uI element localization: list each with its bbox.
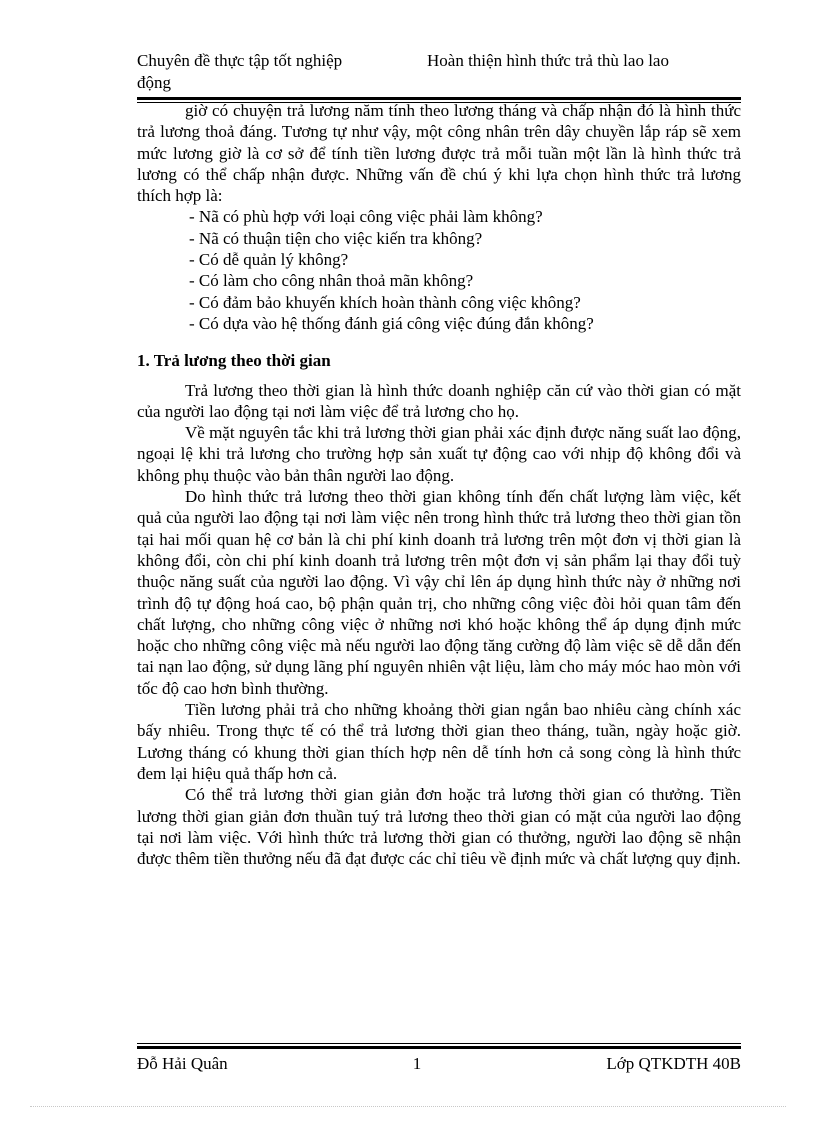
- header-left: Chuyên đề thực tập tốt nghiệp: [137, 51, 343, 70]
- paragraph: Do hình thức trả lương theo thời gian không tính đến chất lượng làm việc, kết quả của người lao động tại nơi làm việc nên trong hình thức trả lương theo thời gian tồn tại hai mối quan hệ cơ bản là chi phí kinh doanh trả lương trên một đơn vị thời gian là không đổi, còn chi phí kinh doanh trả lương trên một đơn vị sản phẩm lại thay đổi tuỳ thuộc năng suất của người lao động. Vì vậy chỉ lên áp dụng hình thức này ở những nơi trình độ tự động hoá cao, bộ phận quản trị, cho những công việc đòi hỏi quan tâm đến chất lượng, cho những công việc ở những nơi khó hoặc không thể áp dụng định mức hoặc cho những công việc mà nếu người lao động tăng cường độ làm việc sẽ dễ dẫn đến tai nạn lao động, sử dụng lãng phí nguyên nhiên vật liệu, làm cho máy móc hao mòn với tốc độ cao hơn bình thường.: [137, 487, 741, 698]
- footer-class: Lớp QTKDTH 40B: [606, 1054, 741, 1073]
- page-footer: [137, 1054, 741, 1074]
- paragraph: Có thể trả lương thời gian giản đơn hoặc trả lương thời gian có thưởng. Tiền lương thời gian giản đơn thuần tuý trả lương theo thời gian có mặt của người lao động tại nơi làm việc. Với hình thức trả lương thời gian có thưởng, người lao động sẽ nhận được thêm tiền thưởng nếu đã đạt được các chỉ tiêu về định mức và chất lượng quy định.: [137, 785, 741, 869]
- footer-author: Đỗ Hải Quân: [137, 1054, 228, 1073]
- document-body: [137, 100, 741, 869]
- bullet-item: - Có đảm bảo khuyến khích hoàn thành công việc không?: [189, 292, 581, 312]
- page-number: 1: [412, 1054, 422, 1073]
- bullet-item: - Nã có phù hợp với loại công việc phải làm không?: [189, 207, 543, 227]
- header-right: Hoàn thiện hình thức trả thù lao lao: [427, 51, 669, 70]
- bullet-item: - Có dựa vào hệ thống đánh giá công việc đúng đắn không?: [189, 313, 594, 333]
- section-title: 1. Trả lương theo thời gian: [137, 351, 331, 371]
- header-wrap: động: [137, 73, 171, 92]
- paragraph: Tiền lương phải trả cho những khoảng thời gian ngắn bao nhiêu càng chính xác bấy nhiêu. Trong thực tế có thể trả lương thời gian theo tháng, tuần, ngày hoặc giờ. Lương tháng có khung thời gian thích hợp nên dễ tính hơn cả song còng là hình thức đem lại hiệu quả thấp hơn cả.: [137, 700, 741, 783]
- page-header: [137, 50, 741, 94]
- intro-paragraph: giờ có chuyện trả lương năm tính theo lương tháng và chấp nhận đó là hình thức trả lương thoả đáng. Tương tự như vậy, một công nhân trên dây chuyền lắp ráp sẽ xem mức lương giờ là cơ sở để tính tiền lương được trả mỗi tuần một lần là hình thức trả lương có thể chấp nhận được. Những vấn đề chú ý khi lựa chọn hình thức trả lương thích hợp là:: [137, 101, 741, 206]
- bullet-item: - Nã có thuận tiện cho việc kiến tra không?: [189, 228, 483, 248]
- page-edge-divider: [30, 1106, 786, 1107]
- bullet-item: - Có làm cho công nhân thoả mãn không?: [189, 271, 474, 291]
- footer-rule: [137, 1043, 741, 1049]
- paragraph: Trả lương theo thời gian là hình thức doanh nghiệp căn cứ vào thời gian có mặt của người lao động tại nơi làm việc để trả lương cho họ.: [137, 380, 741, 421]
- bullet-item: - Có dễ quản lý không?: [189, 250, 349, 270]
- paragraph: Về mặt nguyên tắc khi trả lương thời gian phải xác định được năng suất lao động, ngoại lệ khi trả lương cho trường hợp sản xuất tự động cao với nhịp độ không đổi và không phụ thuộc vào bản thân người lao động.: [137, 423, 741, 485]
